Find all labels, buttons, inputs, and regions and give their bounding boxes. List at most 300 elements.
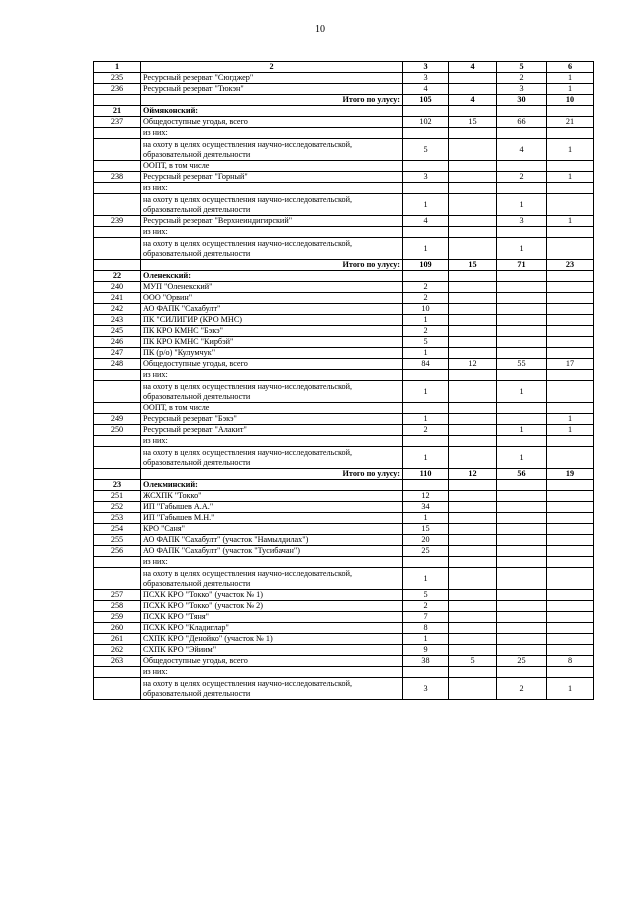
table-row: [94, 194, 594, 216]
table-cell: [403, 557, 449, 568]
table-cell: 110: [403, 469, 449, 480]
table-cell: 257: [94, 590, 141, 601]
table-cell: [547, 227, 594, 238]
table-cell: [497, 590, 547, 601]
table-cell: Общедоступные угодья, всего: [141, 117, 403, 128]
table-cell: 19: [547, 469, 594, 480]
table-row: [94, 414, 594, 425]
table-cell: [449, 436, 497, 447]
table-cell: [449, 491, 497, 502]
table-row: [94, 612, 594, 623]
table-cell: 109: [403, 260, 449, 271]
table-row: [94, 535, 594, 546]
table-cell: 34: [403, 502, 449, 513]
table-cell: [497, 227, 547, 238]
table-cell: [547, 293, 594, 304]
table-cell: 238: [94, 172, 141, 183]
table-cell: на охоту в целях осуществления научно-исследовательской, образовательной деятельности: [141, 194, 403, 216]
table-cell: 102: [403, 117, 449, 128]
table-cell: 254: [94, 524, 141, 535]
table-cell: [547, 161, 594, 172]
table-cell: ПК (р/о) "Кулумчук": [141, 348, 403, 359]
table-cell: [449, 348, 497, 359]
table-cell: [94, 447, 141, 469]
table-row: [94, 436, 594, 447]
table-cell: [449, 667, 497, 678]
table-cell: 1: [403, 568, 449, 590]
table-cell: 10: [547, 95, 594, 106]
table-cell: 7: [403, 612, 449, 623]
table-cell: 1: [547, 414, 594, 425]
table-cell: 1: [547, 172, 594, 183]
total-row: [94, 260, 594, 271]
table-cell: [449, 645, 497, 656]
table-cell: 1: [403, 634, 449, 645]
table-cell: 1: [403, 315, 449, 326]
table-cell: 2: [403, 282, 449, 293]
table-cell: [497, 667, 547, 678]
table-cell: 30: [497, 95, 547, 106]
table-cell: 246: [94, 337, 141, 348]
table-cell: [94, 557, 141, 568]
table-cell: 1: [547, 139, 594, 161]
table-cell: [403, 370, 449, 381]
table-cell: 3: [403, 172, 449, 183]
table-cell: МУП "Оленекский": [141, 282, 403, 293]
table-cell: 258: [94, 601, 141, 612]
table-cell: [403, 106, 449, 117]
table-cell: [94, 139, 141, 161]
table-cell: [94, 678, 141, 700]
table-cell: из них:: [141, 370, 403, 381]
table-cell: [94, 381, 141, 403]
table-cell: [403, 128, 449, 139]
table-cell: [497, 634, 547, 645]
section-row: [94, 106, 594, 117]
table-cell: 1: [403, 513, 449, 524]
table-cell: 10: [403, 304, 449, 315]
table-cell: Итого по улусу:: [141, 95, 403, 106]
table-cell: [547, 623, 594, 634]
section-row: [94, 480, 594, 491]
table-cell: [497, 623, 547, 634]
table-cell: [497, 502, 547, 513]
table-cell: 23: [547, 260, 594, 271]
table-cell: 15: [449, 260, 497, 271]
table-cell: [497, 161, 547, 172]
table-cell: [547, 128, 594, 139]
table-cell: [94, 568, 141, 590]
table-cell: [497, 568, 547, 590]
table-cell: 3: [403, 678, 449, 700]
table-cell: [547, 194, 594, 216]
table-cell: Итого по улусу:: [141, 469, 403, 480]
table-cell: 1: [497, 381, 547, 403]
table-cell: 262: [94, 645, 141, 656]
table-row: [94, 645, 594, 656]
table-cell: [449, 403, 497, 414]
table-cell: Ресурсный резерват "Сюгджер": [141, 73, 403, 84]
table-cell: на охоту в целях осуществления научно-исследовательской, образовательной деятельности: [141, 238, 403, 260]
table-cell: 2: [497, 73, 547, 84]
table-row: [94, 557, 594, 568]
table-row: [94, 513, 594, 524]
table-row: [94, 601, 594, 612]
table-row: [94, 634, 594, 645]
table-row: [94, 403, 594, 414]
table-cell: [547, 282, 594, 293]
table-cell: [497, 524, 547, 535]
table-row: [94, 656, 594, 667]
table-cell: [449, 590, 497, 601]
table-cell: на охоту в целях осуществления научно-исследовательской, образовательной деятельности: [141, 381, 403, 403]
table-cell: 2: [497, 678, 547, 700]
table-cell: [547, 546, 594, 557]
table-cell: 5: [403, 590, 449, 601]
table-cell: [449, 623, 497, 634]
table-cell: [547, 535, 594, 546]
table-cell: на охоту в целях осуществления научно-исследовательской, образовательной деятельности: [141, 447, 403, 469]
table-cell: Оленекский:: [141, 271, 403, 282]
table-cell: [547, 238, 594, 260]
table-cell: [94, 436, 141, 447]
table-cell: [547, 304, 594, 315]
table-cell: Ресурсный резерват "Горный": [141, 172, 403, 183]
table-cell: 240: [94, 282, 141, 293]
table-cell: 260: [94, 623, 141, 634]
table-cell: [547, 513, 594, 524]
table-cell: [497, 480, 547, 491]
table-cell: [94, 95, 141, 106]
table-cell: 21: [94, 106, 141, 117]
table-row: [94, 84, 594, 95]
table-cell: [449, 84, 497, 95]
table-cell: [449, 337, 497, 348]
table-cell: [449, 634, 497, 645]
total-row: [94, 95, 594, 106]
table-cell: 25: [403, 546, 449, 557]
table-cell: 263: [94, 656, 141, 667]
table-cell: 15: [449, 117, 497, 128]
table-cell: [547, 590, 594, 601]
table-cell: [403, 403, 449, 414]
table-cell: [449, 480, 497, 491]
table-cell: 15: [403, 524, 449, 535]
table-cell: ПСХК КРО "Тяня": [141, 612, 403, 623]
table-cell: Оймяконский:: [141, 106, 403, 117]
table-cell: ПК КРО КМНС "Бэкэ": [141, 326, 403, 337]
table-cell: 256: [94, 546, 141, 557]
table-row: [94, 128, 594, 139]
table-cell: 245: [94, 326, 141, 337]
table-cell: 248: [94, 359, 141, 370]
table-cell: ПК КРО КМНС "Кирбэй": [141, 337, 403, 348]
table-cell: [497, 414, 547, 425]
table-cell: 22: [94, 271, 141, 282]
table-cell: [449, 524, 497, 535]
table-cell: 66: [497, 117, 547, 128]
table-cell: [403, 436, 449, 447]
table-cell: из них:: [141, 557, 403, 568]
table-cell: [449, 568, 497, 590]
table-cell: 8: [403, 623, 449, 634]
table-cell: ООПТ, в том числе: [141, 161, 403, 172]
table-row: [94, 370, 594, 381]
table-cell: [497, 557, 547, 568]
table-cell: Олекминский:: [141, 480, 403, 491]
table-cell: [547, 348, 594, 359]
table-cell: [547, 326, 594, 337]
table-cell: [497, 348, 547, 359]
table-cell: [497, 370, 547, 381]
table-cell: ПСХК КРО "Токко" (участок № 1): [141, 590, 403, 601]
table-cell: [547, 183, 594, 194]
table-cell: на охоту в целях осуществления научно-исследовательской, образовательной деятельности: [141, 568, 403, 590]
table-cell: [497, 491, 547, 502]
table-cell: [497, 315, 547, 326]
table-cell: 3: [497, 84, 547, 95]
table-cell: [449, 183, 497, 194]
table-cell: 1: [403, 194, 449, 216]
table-row: [94, 326, 594, 337]
table-cell: 38: [403, 656, 449, 667]
table-cell: ООО "Орвин": [141, 293, 403, 304]
table-cell: из них:: [141, 227, 403, 238]
table-cell: 249: [94, 414, 141, 425]
table-cell: Ресурсный резерват "Бэкэ": [141, 414, 403, 425]
table-cell: из них:: [141, 183, 403, 194]
table-cell: [403, 227, 449, 238]
table-row: [94, 568, 594, 590]
table-cell: 1: [403, 381, 449, 403]
table-cell: 239: [94, 216, 141, 227]
table-cell: [497, 106, 547, 117]
table-row: [94, 381, 594, 403]
table-cell: [94, 194, 141, 216]
table-row: [94, 139, 594, 161]
table-cell: [497, 403, 547, 414]
table-cell: 1: [497, 447, 547, 469]
table-cell: [547, 612, 594, 623]
table-cell: 1: [403, 414, 449, 425]
table-cell: [497, 535, 547, 546]
table-row: [94, 337, 594, 348]
table-cell: КРО "Саня": [141, 524, 403, 535]
header-cell: 2: [141, 62, 403, 73]
table-cell: [497, 293, 547, 304]
table-cell: 2: [403, 601, 449, 612]
table-cell: 1: [497, 425, 547, 436]
table-cell: [449, 227, 497, 238]
table-cell: [449, 535, 497, 546]
table-cell: [403, 183, 449, 194]
table-cell: 259: [94, 612, 141, 623]
table-cell: 3: [403, 73, 449, 84]
header-cell: 5: [497, 62, 547, 73]
table-cell: АО ФАПК "Сахабулт" (участок "Намылдилах"): [141, 535, 403, 546]
table-cell: [547, 601, 594, 612]
table-cell: [547, 381, 594, 403]
table-cell: 2: [497, 172, 547, 183]
table-cell: [449, 326, 497, 337]
table-cell: 20: [403, 535, 449, 546]
table-cell: АО ФАПК "Сахабулт": [141, 304, 403, 315]
table-cell: [449, 678, 497, 700]
table-cell: 2: [403, 326, 449, 337]
table-cell: [449, 414, 497, 425]
table-cell: 12: [449, 469, 497, 480]
header-cell: 3: [403, 62, 449, 73]
table-cell: на охоту в целях осуществления научно-исследовательской, образовательной деятельности: [141, 678, 403, 700]
table-cell: 17: [547, 359, 594, 370]
table-cell: 1: [547, 678, 594, 700]
table-cell: [449, 502, 497, 513]
table-cell: [547, 447, 594, 469]
table-cell: [547, 568, 594, 590]
table-cell: ИП "Габышев М.Н.": [141, 513, 403, 524]
table-cell: [497, 304, 547, 315]
header-cell: 1: [94, 62, 141, 73]
table-cell: [497, 271, 547, 282]
table-cell: [449, 271, 497, 282]
table-cell: 25: [497, 656, 547, 667]
table-cell: [449, 216, 497, 227]
table-cell: из них:: [141, 128, 403, 139]
table-cell: [449, 73, 497, 84]
table-cell: 9: [403, 645, 449, 656]
table-row: [94, 216, 594, 227]
table-cell: [449, 370, 497, 381]
table-cell: [497, 436, 547, 447]
table-cell: Итого по улусу:: [141, 260, 403, 271]
table-row: [94, 590, 594, 601]
table-cell: 237: [94, 117, 141, 128]
table-cell: ПК "СИЛИГИР (КРО МНС): [141, 315, 403, 326]
table-cell: 3: [497, 216, 547, 227]
table-cell: [497, 513, 547, 524]
table-row: [94, 315, 594, 326]
table-cell: 247: [94, 348, 141, 359]
table-cell: [449, 612, 497, 623]
table-cell: 1: [497, 194, 547, 216]
table-cell: [94, 403, 141, 414]
table-cell: [547, 403, 594, 414]
table-row: [94, 447, 594, 469]
table-cell: [403, 161, 449, 172]
table-cell: 243: [94, 315, 141, 326]
table-cell: Общедоступные угодья, всего: [141, 359, 403, 370]
table-cell: на охоту в целях осуществления научно-исследовательской, образовательной деятельности: [141, 139, 403, 161]
table-cell: [449, 601, 497, 612]
header-cell: 6: [547, 62, 594, 73]
table-cell: 1: [547, 425, 594, 436]
table-cell: ИП "Габышев А.А.": [141, 502, 403, 513]
table-cell: 4: [403, 84, 449, 95]
table-cell: [403, 271, 449, 282]
table-row: [94, 425, 594, 436]
table-cell: 105: [403, 95, 449, 106]
table-row: [94, 73, 594, 84]
table-cell: 1: [403, 238, 449, 260]
table-cell: [497, 183, 547, 194]
table-cell: [547, 524, 594, 535]
table-cell: 4: [403, 216, 449, 227]
table-cell: 1: [497, 238, 547, 260]
page-number: 10: [315, 24, 325, 35]
table-cell: 253: [94, 513, 141, 524]
table-cell: [94, 183, 141, 194]
table-cell: из них:: [141, 667, 403, 678]
table-cell: [403, 480, 449, 491]
table-cell: 1: [403, 348, 449, 359]
table-cell: 241: [94, 293, 141, 304]
table-cell: [403, 667, 449, 678]
table-cell: 4: [449, 95, 497, 106]
table-cell: [497, 601, 547, 612]
table-cell: 261: [94, 634, 141, 645]
table-row: [94, 667, 594, 678]
table-cell: 71: [497, 260, 547, 271]
table-cell: 56: [497, 469, 547, 480]
table-cell: [449, 106, 497, 117]
table-cell: [94, 238, 141, 260]
table-cell: [449, 513, 497, 524]
table-cell: 1: [403, 447, 449, 469]
table-cell: [449, 315, 497, 326]
table-cell: [547, 480, 594, 491]
table-cell: [497, 337, 547, 348]
table-cell: [94, 260, 141, 271]
table-cell: [449, 557, 497, 568]
table-cell: 252: [94, 502, 141, 513]
table-cell: 4: [497, 139, 547, 161]
table-cell: [547, 634, 594, 645]
table-cell: 12: [449, 359, 497, 370]
table-cell: [449, 293, 497, 304]
table-cell: [94, 469, 141, 480]
table-cell: [497, 326, 547, 337]
table-cell: [449, 161, 497, 172]
table-cell: 2: [403, 293, 449, 304]
hunting-quota-table: [93, 61, 594, 700]
table-cell: [497, 612, 547, 623]
table-cell: 5: [449, 656, 497, 667]
table-cell: [547, 645, 594, 656]
table-cell: [449, 282, 497, 293]
table-cell: [497, 282, 547, 293]
table-cell: [94, 370, 141, 381]
table-cell: [547, 557, 594, 568]
table-cell: 255: [94, 535, 141, 546]
table-cell: 84: [403, 359, 449, 370]
table-cell: [547, 491, 594, 502]
table-cell: 235: [94, 73, 141, 84]
table-cell: [497, 645, 547, 656]
table-cell: ООПТ, в том числе: [141, 403, 403, 414]
table-row: [94, 183, 594, 194]
table-body: [94, 62, 594, 700]
table-cell: [449, 194, 497, 216]
table-cell: 250: [94, 425, 141, 436]
table-cell: [94, 227, 141, 238]
table-cell: [94, 161, 141, 172]
table-cell: [449, 381, 497, 403]
table-row: [94, 117, 594, 128]
header-cell: 4: [449, 62, 497, 73]
table-row: [94, 678, 594, 700]
table-cell: СХПК КРО "Эйиим": [141, 645, 403, 656]
table-cell: 236: [94, 84, 141, 95]
